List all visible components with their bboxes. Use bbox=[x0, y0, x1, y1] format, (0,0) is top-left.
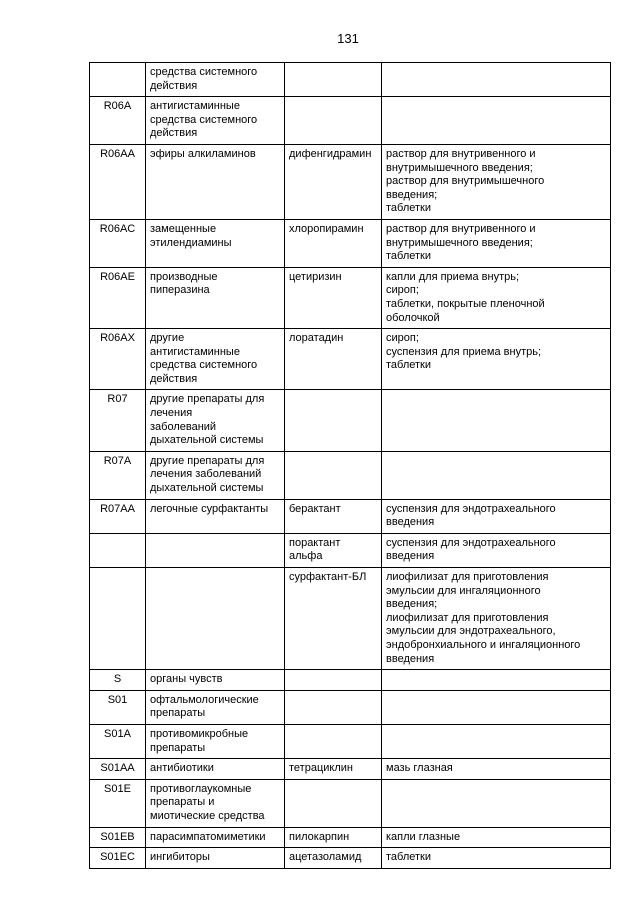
code-cell: R06AA bbox=[90, 144, 146, 219]
drug-name-cell: берактант bbox=[285, 499, 382, 533]
group-name-cell bbox=[146, 533, 285, 567]
group-name-cell: офтальмологические препараты bbox=[146, 690, 285, 724]
code-cell: S01 bbox=[90, 690, 146, 724]
code-cell: S bbox=[90, 670, 146, 691]
table-row bbox=[90, 219, 611, 267]
table-row bbox=[90, 144, 611, 219]
drug-name-cell bbox=[285, 779, 382, 827]
dosage-form-cell bbox=[382, 724, 611, 758]
drug-name-cell: ацетазоламид bbox=[285, 848, 382, 869]
drug-name-cell: цетиризин bbox=[285, 267, 382, 328]
code-cell: R06AC bbox=[90, 219, 146, 267]
code-cell: S01EB bbox=[90, 827, 146, 848]
table-row bbox=[90, 848, 611, 869]
code-cell: R07 bbox=[90, 390, 146, 451]
drug-name-cell: сурфактант-БЛ bbox=[285, 568, 382, 670]
table-row bbox=[90, 97, 611, 145]
code-cell: S01EC bbox=[90, 848, 146, 869]
code-cell: S01AA bbox=[90, 759, 146, 780]
group-name-cell: другие препараты для лечения заболеваний дыхательной системы bbox=[146, 390, 285, 451]
drug-name-cell: порактант альфа bbox=[285, 533, 382, 567]
code-cell: R06AE bbox=[90, 267, 146, 328]
table-row bbox=[90, 267, 611, 328]
dosage-form-cell bbox=[382, 670, 611, 691]
table-row bbox=[90, 670, 611, 691]
table-row bbox=[90, 329, 611, 390]
dosage-form-cell: лиофилизат для приготовления эмульсии для ингаляционного введения; лиофилизат для приготовления эмульсии для эндотрахеального, эндобронхиального и ингаляционного введения bbox=[382, 568, 611, 670]
dosage-form-cell: капли глазные bbox=[382, 827, 611, 848]
group-name-cell: органы чувств bbox=[146, 670, 285, 691]
dosage-form-cell bbox=[382, 690, 611, 724]
code-cell: S01A bbox=[90, 724, 146, 758]
group-name-cell: замещенные этилендиамины bbox=[146, 219, 285, 267]
group-name-cell: противомикробные препараты bbox=[146, 724, 285, 758]
group-name-cell: легочные сурфактанты bbox=[146, 499, 285, 533]
dosage-form-cell bbox=[382, 451, 611, 499]
group-name-cell: антигистаминные средства системного действия bbox=[146, 97, 285, 145]
drug-name-cell bbox=[285, 690, 382, 724]
dosage-form-cell bbox=[382, 63, 611, 97]
dosage-form-cell: суспензия для эндотрахеального введения bbox=[382, 533, 611, 567]
group-name-cell bbox=[146, 568, 285, 670]
code-cell: R06A bbox=[90, 97, 146, 145]
drug-name-cell bbox=[285, 451, 382, 499]
drug-table bbox=[89, 62, 611, 869]
group-name-cell: ингибиторы bbox=[146, 848, 285, 869]
dosage-form-cell: суспензия для эндотрахеального введения bbox=[382, 499, 611, 533]
drug-name-cell: пилокарпин bbox=[285, 827, 382, 848]
code-cell: R06AX bbox=[90, 329, 146, 390]
table-row bbox=[90, 759, 611, 780]
table-row bbox=[90, 779, 611, 827]
dosage-form-cell: таблетки bbox=[382, 848, 611, 869]
dosage-form-cell: мазь глазная bbox=[382, 759, 611, 780]
drug-name-cell: лоратадин bbox=[285, 329, 382, 390]
group-name-cell: другие антигистаминные средства системного действия bbox=[146, 329, 285, 390]
drug-name-cell: дифенгидрамин bbox=[285, 144, 382, 219]
group-name-cell: производные пиперазина bbox=[146, 267, 285, 328]
dosage-form-cell: сироп; суспензия для приема внутрь; таблетки bbox=[382, 329, 611, 390]
group-name-cell: средства системного действия bbox=[146, 63, 285, 97]
table-row bbox=[90, 499, 611, 533]
dosage-form-cell: раствор для внутривенного и внутримышечного введения; раствор для внутримышечного введения; таблетки bbox=[382, 144, 611, 219]
code-cell: R07A bbox=[90, 451, 146, 499]
drug-name-cell bbox=[285, 63, 382, 97]
dosage-form-cell bbox=[382, 779, 611, 827]
drug-name-cell bbox=[285, 670, 382, 691]
table-row bbox=[90, 533, 611, 567]
table-row bbox=[90, 690, 611, 724]
dosage-form-cell: капли для приема внутрь; сироп; таблетки, покрытые пленочной оболочкой bbox=[382, 267, 611, 328]
table-row bbox=[90, 724, 611, 758]
drug-name-cell bbox=[285, 97, 382, 145]
table-row bbox=[90, 568, 611, 670]
code-cell bbox=[90, 63, 146, 97]
drug-name-cell: хлоропирамин bbox=[285, 219, 382, 267]
dosage-form-cell bbox=[382, 97, 611, 145]
table-row bbox=[90, 451, 611, 499]
table-body bbox=[90, 63, 611, 869]
table-row bbox=[90, 390, 611, 451]
table-row bbox=[90, 827, 611, 848]
code-cell: S01E bbox=[90, 779, 146, 827]
group-name-cell: парасимпатомиметики bbox=[146, 827, 285, 848]
drug-name-cell bbox=[285, 390, 382, 451]
group-name-cell: противоглаукомные препараты и миотические средства bbox=[146, 779, 285, 827]
page-number: 131 bbox=[337, 31, 359, 46]
dosage-form-cell: раствор для внутривенного и внутримышечного введения; таблетки bbox=[382, 219, 611, 267]
code-cell bbox=[90, 568, 146, 670]
group-name-cell: эфиры алкиламинов bbox=[146, 144, 285, 219]
code-cell bbox=[90, 533, 146, 567]
drug-name-cell: тетрациклин bbox=[285, 759, 382, 780]
dosage-form-cell bbox=[382, 390, 611, 451]
drug-name-cell bbox=[285, 724, 382, 758]
group-name-cell: другие препараты для лечения заболеваний дыхательной системы bbox=[146, 451, 285, 499]
group-name-cell: антибиотики bbox=[146, 759, 285, 780]
table-row bbox=[90, 63, 611, 97]
code-cell: R07AA bbox=[90, 499, 146, 533]
